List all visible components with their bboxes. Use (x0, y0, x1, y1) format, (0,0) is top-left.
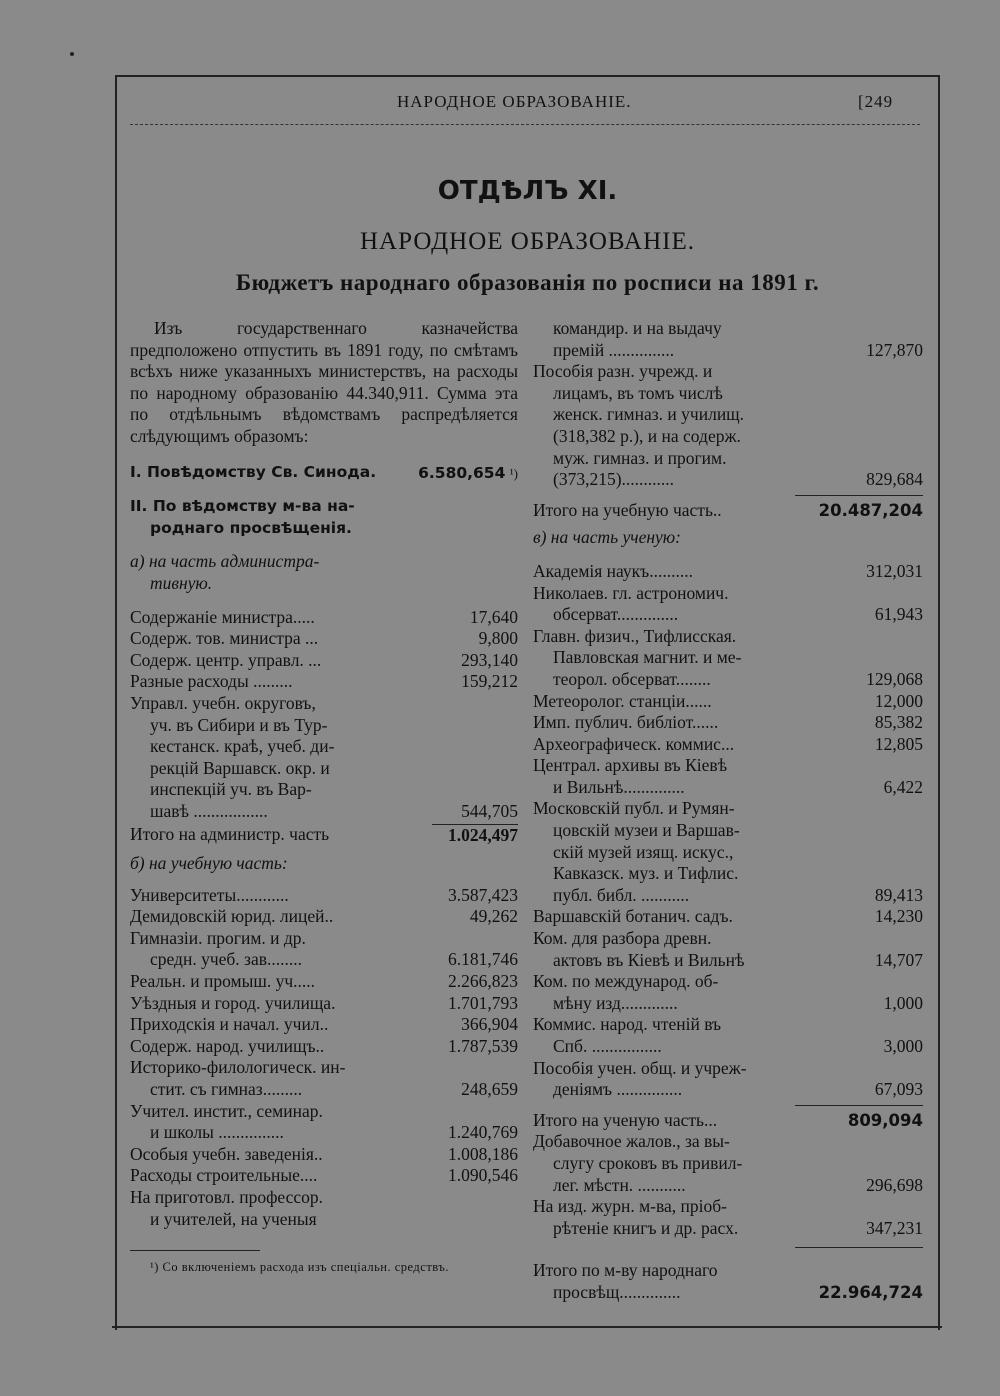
footnote-rule (130, 1250, 260, 1251)
synod-row (130, 462, 518, 485)
edu-heading: б) на учебную часть: (130, 853, 288, 874)
header-rule (130, 124, 920, 131)
subtotal-rule (795, 495, 923, 496)
sci-row-value: 85,382 (874, 712, 923, 733)
sci-row-label: скій музей изящ. искус., (553, 841, 734, 862)
sci-row-label: обсерват.............. (553, 604, 679, 625)
cont-row (533, 404, 923, 426)
sci-total-label: Итого на ученую часть... (533, 1109, 718, 1130)
edu-row-value: 49,262 (469, 906, 518, 927)
sci-row-label: Централ. архивы въ Кіевѣ (533, 755, 728, 776)
edu-row (130, 1122, 518, 1144)
admin-total-label: Итого на администр. часть (130, 824, 330, 845)
grand-total-value: 22.964,724 (818, 1282, 923, 1302)
okrug-line: уч. въ Сибири и въ Тур- (150, 714, 328, 735)
sci-row-label: деніямъ ............... (553, 1079, 683, 1100)
sci-row (533, 669, 923, 691)
ministry-heading-line: II. По вѣдомству м-ва на- (130, 497, 355, 516)
edu-row (130, 1036, 518, 1058)
grand-total-label: Итого по м-ву народнаго (533, 1260, 718, 1281)
sci-row-label: Главн. физич., Тифлисская. (533, 625, 737, 646)
cont-row-label: (318,382 р.), и на содерж. (553, 425, 741, 446)
grand-rule (795, 1247, 923, 1248)
okrug-line: кестанск. краѣ, учеб. ди- (150, 736, 335, 757)
sci-row-label: Спб. ................ (553, 1036, 662, 1056)
edu-row-label: и школы ............... (150, 1122, 284, 1143)
edu-row-label: Университеты............ (130, 884, 289, 905)
sci-row (533, 971, 923, 993)
sci-row (533, 820, 923, 842)
grand-total (533, 1260, 923, 1303)
extra-row-label: На изд. журн. м-ва, пріоб- (533, 1196, 728, 1217)
edu-row-label: Содерж. народ. училищъ.. (130, 1035, 325, 1056)
section-title: ОТДѢЛЪ XI. (437, 176, 618, 206)
sci-row-value: 12,805 (874, 733, 923, 754)
admin-row: Содерж. центр. управл. ... 293,140 (130, 649, 518, 670)
sci-row (533, 755, 923, 777)
cont-row (533, 318, 923, 340)
extra-row (533, 1196, 923, 1218)
sci-row (533, 863, 923, 885)
edu-row (130, 1165, 518, 1187)
sci-row (533, 604, 923, 626)
edu-row (130, 1101, 518, 1123)
edu-list (130, 885, 518, 1231)
edu-row-value: 6.181,746 (448, 949, 518, 970)
sci-row (533, 928, 923, 950)
sci-row-value: 312,031 (866, 560, 923, 581)
sci-row (533, 647, 923, 669)
edu-row-label: и учителей, на ученыя (150, 1208, 317, 1229)
frame-right-border (938, 75, 940, 1330)
sci-row-label: цовскій музеи и Варшав- (553, 820, 740, 841)
sci-row-label: Археографическ. коммис... (533, 733, 735, 754)
admin-total-value: 1.024,497 (432, 824, 518, 847)
edu-row (130, 1079, 518, 1101)
continued-list (533, 318, 923, 491)
synod-label: I. Повѣдомству Св. Синода. (130, 462, 377, 481)
cont-row-label: премій ............... (553, 339, 675, 360)
admin-heading-line: а) на часть администра- (130, 551, 320, 572)
edu-row-label: Расходы строительные.... (130, 1165, 318, 1186)
sci-row-value: 14,707 (874, 949, 923, 970)
cont-row (533, 469, 923, 491)
edu-row-label: Реальн. и промыш. уч..... (130, 971, 315, 992)
ministry-heading (130, 496, 518, 539)
edu-row-label: Демидовскій юрид. лицей.. (130, 906, 334, 927)
synod-note: ¹) (509, 465, 518, 481)
running-title: НАРОДНОЕ ОБРАЗОВАНІЕ. (397, 92, 632, 111)
synod-value: 6.580,654 (418, 463, 506, 482)
sci-row-label: Академія наукъ.......... (533, 560, 693, 581)
sci-row (533, 1036, 923, 1058)
scan-speck (70, 52, 74, 56)
left-column (130, 318, 518, 1275)
sci-row-value: 67,093 (874, 1079, 923, 1100)
admin-row: Содерж. тов. министра ... 9,800 (130, 628, 518, 649)
sci-row-value: 14,230 (874, 906, 923, 927)
sci-row-label: Пособія учен. общ. и учреж- (533, 1057, 747, 1078)
grand-total-row (533, 1282, 923, 1304)
sci-row (533, 777, 923, 799)
sci-row (533, 734, 923, 756)
sci-row-label: Московскій публ. и Румян- (533, 798, 735, 819)
edu-total-label: Итого на учебную часть.. (533, 499, 722, 520)
sci-row (533, 1079, 923, 1101)
sci-row-label: Павловская магнит. и ме- (553, 647, 742, 668)
edu-row-value: 2.266,823 (448, 971, 518, 992)
admin-total-row (130, 824, 518, 847)
extra-row (533, 1131, 923, 1153)
sci-row-label: Коммис. народ. чтеній въ (533, 1014, 722, 1035)
edu-row-label: стит. съ гимназ......... (150, 1079, 303, 1099)
sci-total-row (533, 1110, 923, 1132)
cont-row (533, 383, 923, 405)
edu-row (130, 1144, 518, 1166)
edu-total-row (533, 500, 923, 522)
extra-row-value: 296,698 (866, 1174, 923, 1195)
sci-row (533, 906, 923, 928)
extra-row-value: 347,231 (866, 1217, 923, 1238)
sci-row (533, 798, 923, 820)
admin-list (130, 607, 518, 823)
edu-row-value: 3.587,423 (448, 884, 518, 905)
extra-row (533, 1218, 923, 1240)
sci-row (533, 1014, 923, 1036)
sci-row-value: 3,000 (883, 1036, 923, 1056)
sci-row (533, 561, 923, 583)
budget-title: Бюджетъ народнаго образованія по росписи на 1891 г. (235, 270, 820, 295)
edu-row (130, 906, 518, 928)
edu-row-label: Особыя учебн. заведенія.. (130, 1143, 323, 1164)
grand-total-label: просвѣщ.............. (553, 1281, 681, 1302)
sci-row (533, 1058, 923, 1080)
sci-row-value: 6,422 (883, 776, 923, 797)
cont-row-label: женск. гимназ. и училищ. (553, 404, 745, 425)
admin-row: Содержаніе министра..... 17,640 (130, 606, 518, 627)
edu-row (130, 971, 518, 993)
cont-row (533, 361, 923, 383)
sci-row-value: 12,000 (874, 690, 923, 711)
edu-row (130, 949, 518, 971)
edu-row (130, 1014, 518, 1036)
cont-row (533, 448, 923, 470)
edu-row-label: средн. учеб. зав........ (150, 949, 302, 970)
edu-row-label: Приходскія и начал. учил.. (130, 1014, 329, 1035)
extra-row-label: рѣтеніе книгъ и др. расх. (553, 1217, 739, 1238)
sci-row-value: 89,413 (874, 884, 923, 905)
sci-row-label: мѣну изд............. (553, 992, 678, 1013)
sci-row-value: 1,000 (883, 992, 923, 1013)
extra-row (533, 1153, 923, 1175)
cont-row-value: 829,684 (866, 469, 923, 490)
edu-row-value: 1.008,186 (448, 1143, 518, 1164)
sci-row-label: Варшавскій ботанич. садъ. (533, 906, 733, 927)
admin-row: Разные расходы ......... 159,212 (130, 671, 518, 692)
admin-heading (130, 551, 518, 594)
sci-row-label: публ. библ. ........... (553, 884, 690, 905)
sci-row-value: 61,943 (874, 604, 923, 625)
frame-bottom-border (112, 1326, 942, 1328)
sci-row-label: и Вильнѣ.............. (553, 776, 685, 797)
right-column (533, 318, 923, 1304)
cont-row-label: Пособія разн. учрежд. и (533, 361, 713, 382)
sci-total-value: 809,094 (847, 1110, 923, 1130)
sci-row (533, 950, 923, 972)
edu-total-value: 20.487,204 (818, 500, 923, 520)
edu-row-label: На приготовл. профессор. (130, 1186, 324, 1207)
sci-row (533, 691, 923, 713)
sci-row-label: Ком. для разбора древн. (533, 928, 712, 949)
page-number: [249 (858, 92, 894, 111)
sci-row (533, 712, 923, 734)
sci-row (533, 993, 923, 1015)
sci-row-label: Имп. публич. библіот...... (533, 712, 719, 733)
edu-row-value: 366,904 (461, 1014, 518, 1035)
subtotal-rule (795, 1105, 923, 1106)
edu-row (130, 928, 518, 950)
extra-row-label: слугу сроковъ въ привил- (553, 1152, 743, 1173)
edu-row-value: 1.240,769 (448, 1122, 518, 1143)
ministry-heading-line: роднаго просвѣщенія. (150, 518, 352, 537)
okrug-line: Управл. учебн. округовъ, (130, 692, 316, 713)
footnote: ¹) Со включеніемъ расхода изъ спеціальн. средствъ. (150, 1260, 449, 1275)
edu-row-label: Уѣздныя и город. училища. (130, 992, 336, 1013)
sci-row-label: Кавказск. муз. и Тифлис. (553, 863, 739, 884)
sci-row-value: 129,068 (866, 668, 923, 689)
edu-row (130, 1187, 518, 1209)
extra-list (533, 1131, 923, 1239)
cont-row-label: лицамъ, въ томъ числѣ (553, 382, 723, 403)
intro-paragraph: Изъ государственнаго казначейства предположено отпустить въ 1891 году, по смѣтамъ всѣхъ ниже указанныхъ министерствъ, на расходы по народному образованію 44.340,911. Сумма эта по отдѣльнымъ вѣдомствамъ распредѣляется слѣдующимъ образомъ: (130, 318, 518, 446)
edu-row-label: Учител. инстит., семинар. (130, 1100, 323, 1121)
sci-row (533, 583, 923, 605)
edu-row-label: Историко-филологическ. ин- (130, 1057, 346, 1078)
extra-row-label: лег. мѣстн. ........... (553, 1174, 686, 1195)
edu-row-value: 1.787,539 (448, 1035, 518, 1056)
edu-row (130, 1209, 518, 1231)
edu-row-value: 1.090,546 (448, 1165, 518, 1186)
sci-row-label: Ком. по международ. об- (533, 971, 719, 992)
edu-row-value: 248,659 (461, 1079, 518, 1099)
subject-title: НАРОДНОЕ ОБРАЗОВАНІЕ. (360, 228, 695, 255)
okrug-line: рекцій Варшавск. окр. и (150, 757, 330, 778)
sci-row-label: теорол. обсерват........ (553, 668, 711, 689)
edu-row (130, 993, 518, 1015)
edu-row-value: 1.701,793 (448, 992, 518, 1013)
sci-row (533, 842, 923, 864)
cont-row-label: командир. и на выдачу (553, 318, 722, 338)
sci-row-label: актовъ въ Кіевѣ и Вильнѣ (553, 949, 745, 970)
cont-row-label: муж. гимназ. и прогим. (553, 447, 727, 468)
okrug-line: инспекцій уч. въ Вар- (150, 779, 312, 800)
sci-list (533, 561, 923, 1101)
cont-row-value: 127,870 (866, 339, 923, 360)
sci-heading: в) на часть ученую: (533, 527, 681, 548)
cont-row-label: (373,215)............ (553, 469, 675, 490)
edu-row-label: Гимназіи. прогим. и др. (130, 927, 306, 948)
edu-row (130, 885, 518, 907)
sci-row-label: Метеоролог. станціи...... (533, 690, 712, 711)
admin-heading-line: тивную. (150, 572, 213, 593)
okrug-row: шавѣ ................. 544,705 (150, 800, 518, 821)
extra-row (533, 1175, 923, 1197)
extra-row-label: Добавочное жалов., за вы- (533, 1131, 730, 1152)
cont-row (533, 426, 923, 448)
sci-row (533, 885, 923, 907)
sci-row (533, 626, 923, 648)
edu-row (130, 1057, 518, 1079)
sci-row-label: Николаев. гл. астрономич. (533, 582, 729, 603)
cont-row (533, 340, 923, 362)
